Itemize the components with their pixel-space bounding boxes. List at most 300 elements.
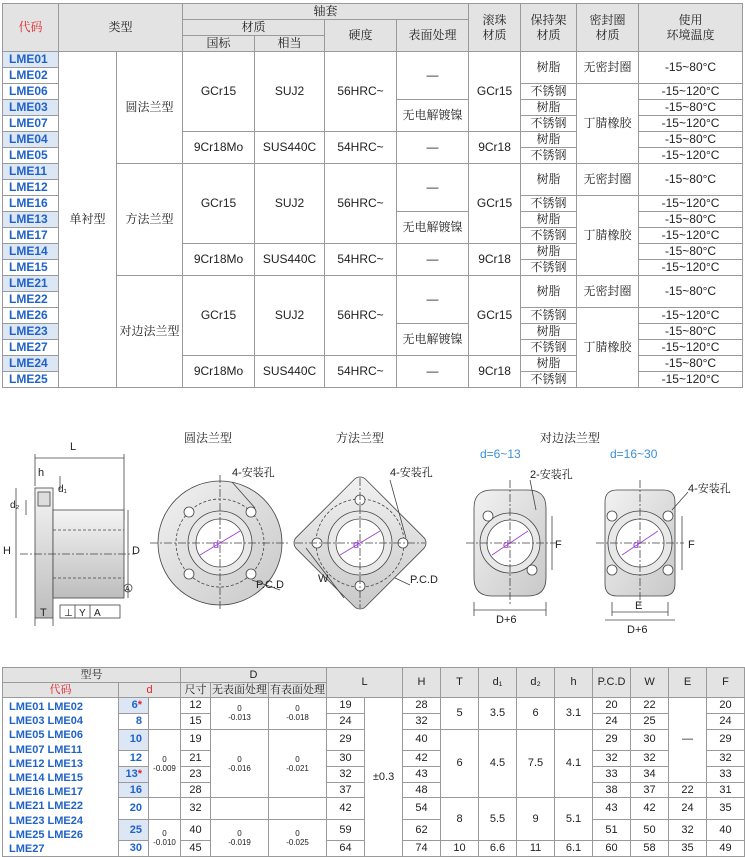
d1-value: 4.5 bbox=[479, 729, 517, 798]
temperature: -15~80°C bbox=[639, 164, 743, 196]
W-value: 50 bbox=[631, 819, 669, 840]
header-material: 材质 bbox=[183, 20, 325, 36]
spec-code: LME11 bbox=[3, 164, 59, 180]
ball-material: GCr15 bbox=[469, 276, 521, 356]
side-view-drawing bbox=[16, 454, 135, 626]
F-value: 40 bbox=[707, 819, 745, 840]
H-value: 42 bbox=[403, 751, 441, 767]
material-equiv: SUJ2 bbox=[255, 52, 325, 132]
spec-code: LME14 bbox=[3, 244, 59, 260]
oval-large-holes-label: 4-安装孔 bbox=[688, 483, 731, 495]
cage-material: 不锈钢 bbox=[521, 340, 577, 356]
cage-material: 树脂 bbox=[521, 132, 577, 148]
temperature: -15~120°C bbox=[639, 148, 743, 164]
technical-drawing bbox=[0, 420, 745, 670]
W-value: 42 bbox=[631, 798, 669, 819]
tol-blank bbox=[269, 798, 327, 819]
surface-nickel: 无电解镀镍 bbox=[397, 100, 469, 132]
hardness: 54HRC~ bbox=[325, 356, 397, 388]
header-std: 国标 bbox=[183, 36, 255, 52]
cage-material: 树脂 bbox=[521, 164, 577, 196]
ref-Y: Y bbox=[79, 608, 86, 619]
dim-header-L: L bbox=[327, 668, 403, 698]
E-value: 35 bbox=[669, 841, 707, 857]
dim-header-H: H bbox=[403, 668, 441, 698]
dim-header-E: E bbox=[669, 668, 707, 698]
header-temp: 使用 环境温度 bbox=[639, 4, 743, 52]
T-value: 5 bbox=[441, 698, 479, 730]
square-d-label: d bbox=[353, 539, 360, 551]
dim-header-size: 尺寸 bbox=[181, 683, 211, 698]
surface-none: — bbox=[397, 164, 469, 212]
F-value: 31 bbox=[707, 782, 745, 798]
caption-square: 方法兰型 bbox=[336, 431, 385, 445]
oval-small-holes-label: 2-安装孔 bbox=[530, 469, 573, 481]
dim-header-d1: d₁ bbox=[479, 668, 517, 698]
dim-code: LME21 LME22 bbox=[9, 800, 83, 813]
square-holes-label: 4-安装孔 bbox=[390, 467, 433, 479]
L-value: 59 bbox=[327, 819, 365, 840]
spec-code: LME03 bbox=[3, 100, 59, 116]
dim-header-D: D bbox=[181, 668, 327, 683]
W-value: 37 bbox=[631, 782, 669, 798]
temperature: -15~120°C bbox=[639, 260, 743, 276]
temperature: -15~120°C bbox=[639, 84, 743, 100]
temperature: -15~80°C bbox=[639, 132, 743, 148]
temperature: -15~120°C bbox=[639, 228, 743, 244]
cage-material: 树脂 bbox=[521, 324, 577, 340]
pcd-value: 60 bbox=[593, 841, 631, 857]
seal-material: 无密封圈 bbox=[577, 52, 639, 84]
datum-A: A bbox=[125, 586, 130, 593]
material-equiv: SUJ2 bbox=[255, 276, 325, 356]
d-value bbox=[119, 698, 149, 714]
d-tol-blank bbox=[149, 798, 181, 819]
oval-large-d-label: d bbox=[633, 539, 640, 551]
header-ball: 滚珠 材质 bbox=[469, 4, 521, 52]
spec-code: LME06 bbox=[3, 84, 59, 100]
dim-code: LME03 LME04 bbox=[9, 715, 83, 728]
F-value: 35 bbox=[707, 798, 745, 819]
tolerance-lower: -0.018 bbox=[286, 713, 309, 723]
dim-T: T bbox=[40, 607, 47, 619]
surface-none: — bbox=[397, 356, 469, 388]
H-value: 74 bbox=[403, 841, 441, 857]
dim-code: LME05 LME06 bbox=[9, 729, 83, 742]
material-std: GCr15 bbox=[183, 164, 255, 244]
type-flange: 对边法兰型 bbox=[117, 276, 183, 388]
h-value: 4.1 bbox=[555, 729, 593, 798]
surface-nickel: 无电解镀镍 bbox=[397, 324, 469, 356]
oval-small-d-label: d bbox=[503, 539, 510, 551]
dim-header-T: T bbox=[441, 668, 479, 698]
L-value: 30 bbox=[327, 751, 365, 767]
surface-nickel: 无电解镀镍 bbox=[397, 212, 469, 244]
cage-material: 不锈钢 bbox=[521, 372, 577, 388]
F-value: 20 bbox=[707, 698, 745, 714]
tolerance-upper: 0 bbox=[237, 704, 242, 714]
D-size: 23 bbox=[181, 766, 211, 782]
spec-code: LME24 bbox=[3, 356, 59, 372]
caption-oval: 对边法兰型 bbox=[540, 431, 601, 445]
tol-blank bbox=[211, 798, 269, 819]
round-pcd-label: P.C.D bbox=[256, 579, 284, 591]
D-size: 15 bbox=[181, 713, 211, 729]
hardness: 56HRC~ bbox=[325, 164, 397, 244]
ball-material: 9Cr18 bbox=[469, 132, 521, 164]
W-value: 34 bbox=[631, 766, 669, 782]
dim-L: L bbox=[70, 441, 77, 453]
tolerance-upper: 0 bbox=[295, 829, 300, 839]
spec-code: LME07 bbox=[3, 116, 59, 132]
H-value: 48 bbox=[403, 782, 441, 798]
d-number: 12 bbox=[129, 751, 142, 764]
d-value bbox=[119, 819, 149, 840]
temperature: -15~80°C bbox=[639, 276, 743, 308]
E-value: — bbox=[669, 698, 707, 783]
d2-value: 11 bbox=[517, 841, 555, 857]
d-tol-blank bbox=[149, 698, 181, 730]
L-value: 64 bbox=[327, 841, 365, 857]
D-size: 12 bbox=[181, 698, 211, 714]
dim-header-pcd: P.C.D bbox=[593, 668, 631, 698]
oval-large-E-label: E bbox=[635, 600, 643, 612]
W-value: 22 bbox=[631, 698, 669, 714]
surface-none: — bbox=[397, 276, 469, 324]
dim-code: LME01 LME02 bbox=[9, 701, 83, 713]
H-value: 32 bbox=[403, 713, 441, 729]
cage-material: 不锈钢 bbox=[521, 308, 577, 324]
round-holes-label: 4-安装孔 bbox=[232, 467, 275, 479]
E-value: 32 bbox=[669, 819, 707, 840]
L-value: 37 bbox=[327, 782, 365, 798]
dim-codes bbox=[3, 698, 119, 857]
type-flange: 方法兰型 bbox=[117, 164, 183, 276]
hardness: 54HRC~ bbox=[325, 132, 397, 164]
spec-code: LME23 bbox=[3, 324, 59, 340]
F-value: 32 bbox=[707, 751, 745, 767]
pcd-value: 29 bbox=[593, 729, 631, 750]
dim-header-d2: d₂ bbox=[517, 668, 555, 698]
surface-none: — bbox=[397, 52, 469, 100]
pcd-value: 20 bbox=[593, 698, 631, 714]
d2-value: 6 bbox=[517, 698, 555, 730]
tolerance-lower: -0.016 bbox=[228, 763, 251, 773]
spec-table bbox=[2, 3, 743, 388]
L-value: 29 bbox=[327, 729, 365, 750]
pcd-value: 38 bbox=[593, 782, 631, 798]
spec-code: LME25 bbox=[3, 372, 59, 388]
dim-code: LME16 LME17 bbox=[9, 786, 83, 799]
material-std: GCr15 bbox=[183, 276, 255, 356]
d-number: 10 bbox=[129, 733, 142, 746]
d-number: 25 bbox=[129, 823, 142, 836]
tolerance bbox=[269, 819, 327, 856]
tolerance bbox=[149, 729, 181, 798]
dimension-table bbox=[2, 667, 745, 857]
material-equiv: SUS440C bbox=[255, 244, 325, 276]
oval-large-D6-label: D+6 bbox=[627, 624, 648, 636]
caption-round: 圆法兰型 bbox=[184, 431, 233, 445]
d-number: 20 bbox=[129, 802, 142, 815]
tolerance bbox=[211, 698, 269, 730]
ball-material: GCr15 bbox=[469, 164, 521, 244]
D-size: 28 bbox=[181, 782, 211, 798]
oval-flange-large-drawing bbox=[596, 480, 688, 620]
spec-code: LME13 bbox=[3, 212, 59, 228]
L-value: 19 bbox=[327, 698, 365, 714]
temperature: -15~120°C bbox=[639, 196, 743, 212]
E-value: 22 bbox=[669, 782, 707, 798]
seal-material: 无密封圈 bbox=[577, 164, 639, 196]
ref-A: A bbox=[94, 608, 101, 619]
dim-header-code: 代码 bbox=[3, 683, 119, 698]
d-value bbox=[119, 713, 149, 729]
dim-header-W: W bbox=[631, 668, 669, 698]
material-std: 9Cr18Mo bbox=[183, 356, 255, 388]
ball-material: 9Cr18 bbox=[469, 356, 521, 388]
tolerance bbox=[211, 729, 269, 798]
tolerance-lower: -0.025 bbox=[286, 838, 309, 848]
tolerance-upper: 0 bbox=[237, 754, 242, 764]
tolerance-lower: -0.021 bbox=[286, 763, 309, 773]
caption-range-small: d=6~13 bbox=[480, 447, 521, 461]
L-tolerance: ±0.3 bbox=[365, 698, 403, 857]
square-pcd-label: P.C.D bbox=[410, 574, 438, 586]
d-value bbox=[119, 766, 149, 782]
d-star: * bbox=[137, 767, 142, 780]
d-number: 6 bbox=[131, 698, 138, 711]
W-value: 30 bbox=[631, 729, 669, 750]
header-equiv: 相当 bbox=[255, 36, 325, 52]
cage-material: 树脂 bbox=[521, 52, 577, 84]
spec-code: LME26 bbox=[3, 308, 59, 324]
seal-material: 丁腈橡胶 bbox=[577, 84, 639, 164]
hardness: 56HRC~ bbox=[325, 52, 397, 132]
square-W-label: W bbox=[318, 573, 329, 585]
tolerance bbox=[149, 819, 181, 856]
temperature: -15~120°C bbox=[639, 308, 743, 324]
oval-large-F-label: F bbox=[688, 539, 695, 551]
header-seal: 密封圈 材质 bbox=[577, 4, 639, 52]
tolerance bbox=[211, 819, 269, 856]
temperature: -15~80°C bbox=[639, 356, 743, 372]
D-size: 32 bbox=[181, 798, 211, 819]
dim-D: D bbox=[132, 545, 140, 557]
F-value: 29 bbox=[707, 729, 745, 750]
dim-h: h bbox=[38, 467, 45, 479]
tolerance bbox=[269, 698, 327, 730]
pcd-value: 43 bbox=[593, 798, 631, 819]
E-value: 24 bbox=[669, 798, 707, 819]
dim-header-model: 型号 bbox=[3, 668, 181, 683]
dim-header-h: h bbox=[555, 668, 593, 698]
hardness: 56HRC~ bbox=[325, 276, 397, 356]
temperature: -15~80°C bbox=[639, 52, 743, 84]
dim-header-F: F bbox=[707, 668, 745, 698]
W-value: 32 bbox=[631, 751, 669, 767]
cage-material: 不锈钢 bbox=[521, 196, 577, 212]
header-bushing: 轴套 bbox=[183, 4, 469, 20]
L-value: 42 bbox=[327, 798, 365, 819]
H-value: 43 bbox=[403, 766, 441, 782]
seal-material: 丁腈橡胶 bbox=[577, 308, 639, 388]
d-value bbox=[119, 782, 149, 798]
spec-code: LME01 bbox=[3, 52, 59, 68]
type-flange: 圆法兰型 bbox=[117, 52, 183, 164]
ball-material: GCr15 bbox=[469, 52, 521, 132]
D-size: 45 bbox=[181, 841, 211, 857]
tolerance-lower: -0.009 bbox=[153, 763, 176, 773]
spec-code: LME17 bbox=[3, 228, 59, 244]
surface-none: — bbox=[397, 132, 469, 164]
tolerance-upper: 0 bbox=[295, 754, 300, 764]
d-value bbox=[119, 729, 149, 750]
H-value: 62 bbox=[403, 819, 441, 840]
pcd-value: 32 bbox=[593, 751, 631, 767]
d-star: * bbox=[137, 698, 142, 711]
tolerance-lower: -0.010 bbox=[153, 838, 176, 848]
W-value: 58 bbox=[631, 841, 669, 857]
F-value: 33 bbox=[707, 766, 745, 782]
temperature: -15~80°C bbox=[639, 100, 743, 116]
tolerance-lower: -0.019 bbox=[228, 838, 251, 848]
spec-code: LME12 bbox=[3, 180, 59, 196]
cage-material: 树脂 bbox=[521, 356, 577, 372]
dim-code: LME12 LME13 bbox=[9, 757, 83, 770]
d-number: 13 bbox=[125, 767, 138, 780]
d1-value: 5.5 bbox=[479, 798, 517, 841]
D-size: 19 bbox=[181, 729, 211, 750]
d-value bbox=[119, 751, 149, 767]
d1-value: 3.5 bbox=[479, 698, 517, 730]
material-std: 9Cr18Mo bbox=[183, 132, 255, 164]
T-value: 8 bbox=[441, 798, 479, 841]
seal-material: 无密封圈 bbox=[577, 276, 639, 308]
seal-material: 丁腈橡胶 bbox=[577, 196, 639, 276]
tolerance-upper: 0 bbox=[162, 754, 167, 764]
caption-range-large: d=16~30 bbox=[610, 447, 658, 461]
dim-code: LME23 LME24 bbox=[9, 814, 83, 827]
cage-material: 不锈钢 bbox=[521, 116, 577, 132]
cage-material: 不锈钢 bbox=[521, 84, 577, 100]
type-single: 单衬型 bbox=[59, 52, 117, 388]
dim-code: LME14 LME15 bbox=[9, 772, 83, 785]
header-code: 代码 bbox=[3, 4, 59, 52]
h-value: 5.1 bbox=[555, 798, 593, 841]
temperature: -15~80°C bbox=[639, 212, 743, 228]
dim-header-d: d bbox=[119, 683, 181, 698]
drawings-area bbox=[0, 420, 745, 670]
pcd-value: 51 bbox=[593, 819, 631, 840]
material-equiv: SUS440C bbox=[255, 132, 325, 164]
dim-d2: d₂ bbox=[10, 500, 20, 511]
spec-code: LME02 bbox=[3, 68, 59, 84]
temperature: -15~80°C bbox=[639, 244, 743, 260]
tolerance-upper: 0 bbox=[237, 829, 242, 839]
temperature: -15~80°C bbox=[639, 324, 743, 340]
d1-value: 6.6 bbox=[479, 841, 517, 857]
dim-code: LME25 LME26 bbox=[9, 828, 83, 841]
cage-material: 树脂 bbox=[521, 100, 577, 116]
H-value: 54 bbox=[403, 798, 441, 819]
dim-d1: d₁ bbox=[58, 484, 67, 495]
temperature: -15~120°C bbox=[639, 372, 743, 388]
d-number: 30 bbox=[129, 842, 142, 855]
d-number: 8 bbox=[135, 714, 142, 727]
spec-code: LME04 bbox=[3, 132, 59, 148]
material-equiv: SUJ2 bbox=[255, 164, 325, 244]
d-number: 16 bbox=[129, 783, 142, 796]
spec-code: LME22 bbox=[3, 292, 59, 308]
F-value: 24 bbox=[707, 713, 745, 729]
cage-material: 不锈钢 bbox=[521, 228, 577, 244]
header-hardness: 硬度 bbox=[325, 20, 397, 52]
dim-header-no-surface: 无表面处理 bbox=[212, 683, 268, 696]
square-flange-drawing bbox=[291, 474, 430, 613]
cage-material: 树脂 bbox=[521, 212, 577, 228]
dim-header-with-surface: 有表面处理 bbox=[270, 683, 326, 696]
material-equiv: SUS440C bbox=[255, 356, 325, 388]
d-value bbox=[119, 798, 149, 819]
header-cage: 保持架 材质 bbox=[521, 4, 577, 52]
D-size: 40 bbox=[181, 819, 211, 840]
pcd-value: 33 bbox=[593, 766, 631, 782]
h-value: 3.1 bbox=[555, 698, 593, 730]
header-type: 类型 bbox=[59, 4, 183, 52]
surface-none: — bbox=[397, 244, 469, 276]
ball-material: 9Cr18 bbox=[469, 244, 521, 276]
perp-symbol: ⊥ bbox=[64, 608, 73, 619]
spec-code: LME16 bbox=[3, 196, 59, 212]
material-std: GCr15 bbox=[183, 52, 255, 132]
H-value: 28 bbox=[403, 698, 441, 714]
H-value: 40 bbox=[403, 729, 441, 750]
spec-row bbox=[3, 52, 743, 68]
cage-material: 不锈钢 bbox=[521, 148, 577, 164]
dim-code: LME07 LME11 bbox=[9, 743, 83, 756]
cage-material: 树脂 bbox=[521, 244, 577, 260]
h-value: 6.1 bbox=[555, 841, 593, 857]
header-surface: 表面处理 bbox=[397, 20, 469, 52]
d2-value: 9 bbox=[517, 798, 555, 841]
oval-small-D6-label: D+6 bbox=[496, 614, 517, 626]
oval-small-F-label: F bbox=[555, 539, 562, 551]
L-value: 32 bbox=[327, 766, 365, 782]
material-std: 9Cr18Mo bbox=[183, 244, 255, 276]
T-value: 10 bbox=[441, 841, 479, 857]
d-value bbox=[119, 841, 149, 857]
D-size: 21 bbox=[181, 751, 211, 767]
cage-material: 不锈钢 bbox=[521, 260, 577, 276]
spec-code: LME05 bbox=[3, 148, 59, 164]
hardness: 54HRC~ bbox=[325, 244, 397, 276]
T-value: 6 bbox=[441, 729, 479, 798]
temperature: -15~120°C bbox=[639, 116, 743, 132]
tolerance-upper: 0 bbox=[162, 829, 167, 839]
tolerance bbox=[269, 729, 327, 798]
F-value: 49 bbox=[707, 841, 745, 857]
oval-flange-small-drawing bbox=[466, 480, 556, 616]
spec-code: LME15 bbox=[3, 260, 59, 276]
tolerance-lower: -0.013 bbox=[228, 713, 251, 723]
temperature: -15~120°C bbox=[639, 340, 743, 356]
dim-code: LME27 bbox=[9, 843, 45, 856]
L-value: 24 bbox=[327, 713, 365, 729]
cage-material: 树脂 bbox=[521, 276, 577, 308]
d2-value: 7.5 bbox=[517, 729, 555, 798]
tolerance-upper: 0 bbox=[295, 704, 300, 714]
